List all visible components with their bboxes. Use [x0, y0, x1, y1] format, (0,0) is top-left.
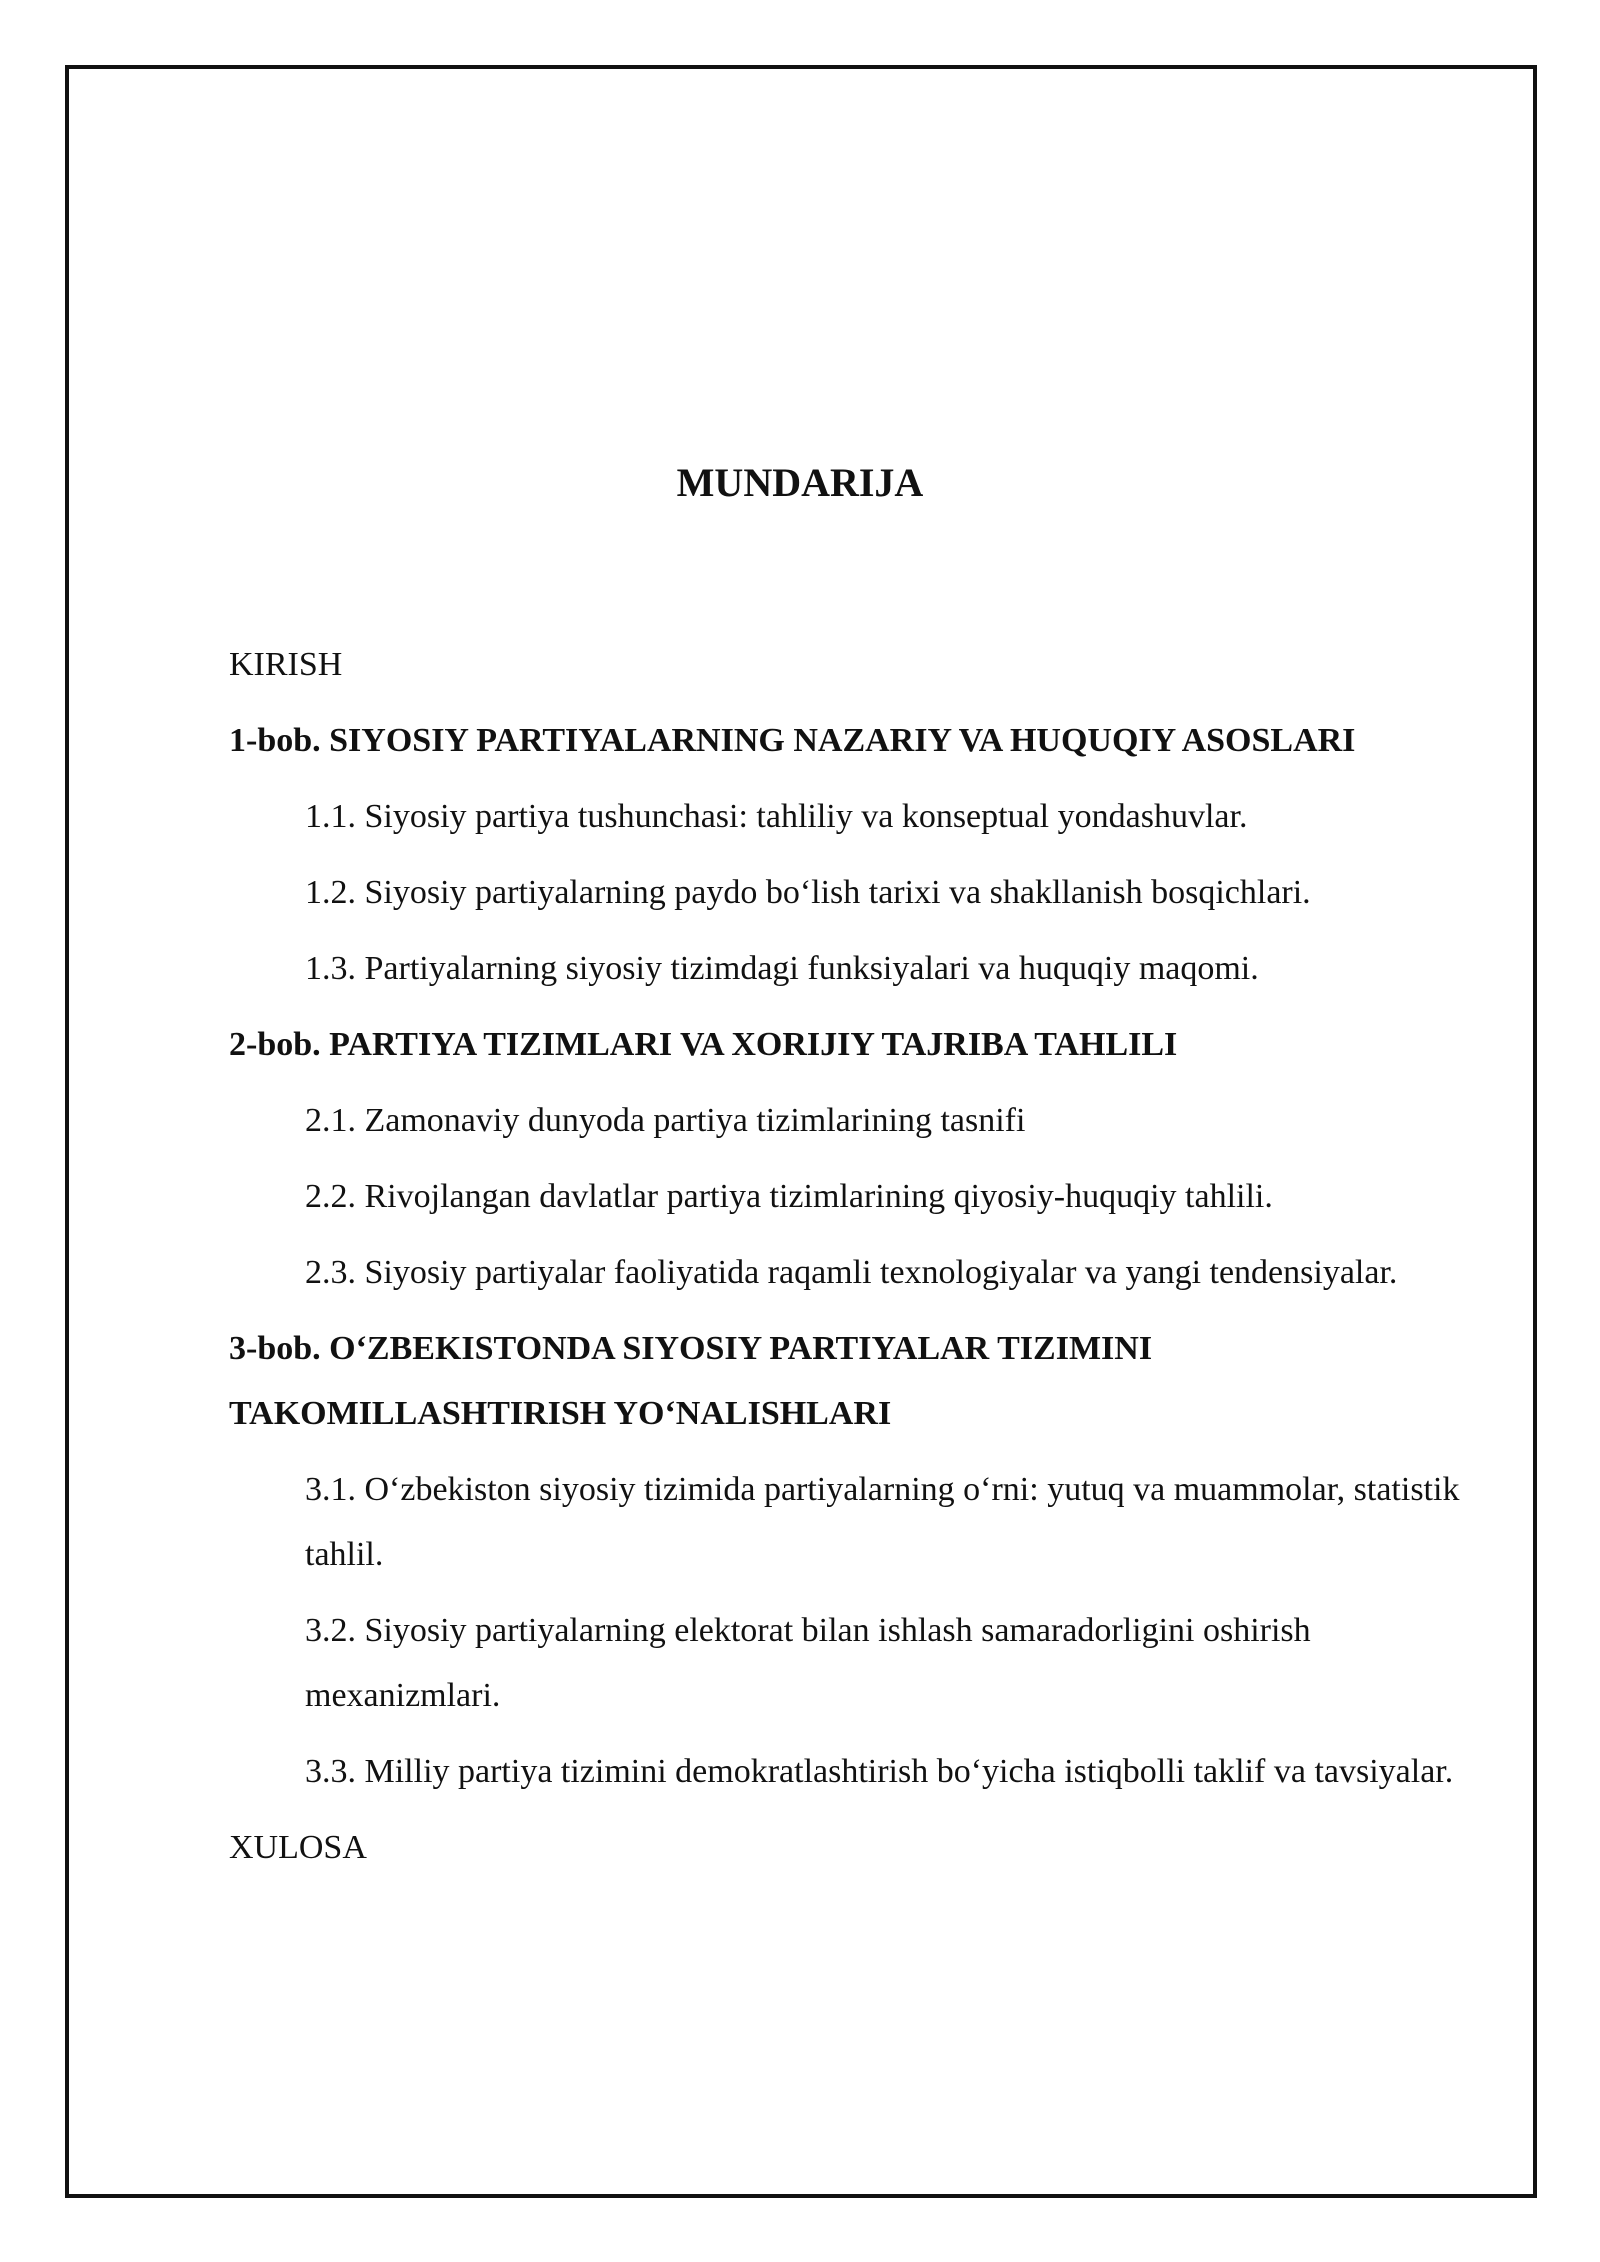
toc-intro: KIRISH: [229, 646, 343, 683]
toc-section-3-3: 3.3. Milliy partiya tizimini demokratlashtirish boʻyicha istiqbolli taklif va tavsiyalar.: [305, 1753, 1454, 1790]
toc-section-1-2: 1.2. Siyosiy partiyalarning paydo boʻlish tarixi va shakllanish bosqichlari.: [305, 874, 1311, 911]
toc-section-1-3: 1.3. Partiyalarning siyosiy tizimdagi funksiyalari va huquqiy maqomi.: [305, 950, 1259, 987]
toc-chapter-3: 3-bob. OʻZBEKISTONDA SIYOSIY PARTIYALAR TIZIMINI TAKOMILLASHTIRISH YOʻNALISHLARI: [229, 1330, 1153, 1432]
toc-section-2-1: 2.1. Zamonaviy dunyoda partiya tizimlarining tasnifi: [305, 1102, 1026, 1139]
toc-section-3-2: 3.2. Siyosiy partiyalarning elektorat bilan ishlash samaradorligini oshirish mexanizmlari.: [305, 1612, 1311, 1714]
table-of-contents: [229, 632, 1469, 1891]
toc-conclusion: XULOSA: [229, 1829, 367, 1866]
toc-section-2-2: 2.2. Rivojlangan davlatlar partiya tizimlarining qiyosiy-huquqiy tahlili.: [305, 1178, 1273, 1215]
toc-section-1-1: 1.1. Siyosiy partiya tushunchasi: tahliliy va konseptual yondashuvlar.: [305, 798, 1248, 835]
toc-section-2-3: 2.3. Siyosiy partiyalar faoliyatida raqamli texnologiyalar va yangi tendensiyalar.: [305, 1254, 1398, 1291]
toc-chapter-1: 1-bob. SIYOSIY PARTIYALARNING NAZARIY VA HUQUQIY ASOSLARI: [229, 722, 1356, 759]
page-title: MUNDARIJA: [676, 460, 924, 505]
toc-chapter-2: 2-bob. PARTIYA TIZIMLARI VA XORIJIY TAJRIBA TAHLILI: [229, 1026, 1178, 1063]
toc-section-3-1: 3.1. Oʻzbekiston siyosiy tizimida partiyalarning oʻrni: yutuq va muammolar, statistik tahlil.: [305, 1471, 1460, 1573]
